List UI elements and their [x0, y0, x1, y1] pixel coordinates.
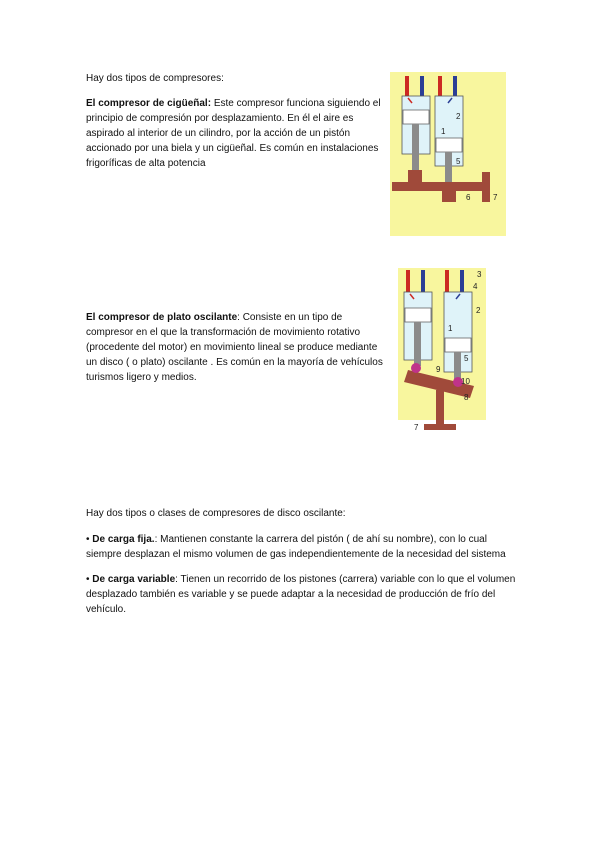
- figure2-pulley: [424, 424, 456, 430]
- figure2-valve-red-right: [445, 270, 449, 294]
- figure2-piston-left: [405, 308, 431, 322]
- plate-compressor-title: El compresor de plato oscilante: [86, 312, 238, 323]
- figure2-shaft: [436, 390, 444, 428]
- figure2-label-10: 10: [461, 377, 470, 386]
- figure2-label-4: 4: [473, 282, 478, 291]
- figure1-valve-red-right: [438, 76, 442, 98]
- bullet-variable: •: [86, 574, 90, 585]
- section3-text: [86, 506, 516, 617]
- section2-text: [86, 310, 386, 385]
- plate-compressor-paragraph: [86, 310, 386, 385]
- figure2-label-3: 3: [477, 270, 482, 279]
- section1-intro: Hay dos tipos de compresores:: [86, 73, 224, 84]
- figure1-crank-pin-right: [442, 190, 456, 202]
- swash-plate-compressor-figure: [386, 268, 499, 440]
- figure1-label-1: 1: [441, 127, 446, 136]
- figure1-label-6: 6: [466, 193, 471, 202]
- figure1-label-2: 2: [456, 112, 461, 121]
- fixed-load-title: De carga fija.: [92, 534, 155, 545]
- figure1-label-7: 7: [493, 193, 498, 202]
- figure2-label-2: 2: [476, 306, 481, 315]
- bullet-fixed: •: [86, 534, 90, 545]
- figure2-rod-right: [454, 352, 461, 380]
- figure1-crank-pin-left: [408, 170, 422, 184]
- figure1-piston-left: [403, 110, 429, 124]
- fixed-load-paragraph: [86, 532, 516, 562]
- figure2-valve-red-left: [406, 270, 410, 294]
- variable-load-paragraph: [86, 572, 516, 617]
- figure2-valve-blue-left: [421, 270, 425, 294]
- figure2-valve-blue-right: [460, 270, 464, 294]
- plate-compressor-description: : Consiste en un tipo de compresor en el que la transformación de movimiento rotativo (procedente del motor) en movimiento lineal se produce mediante un disco ( o plato) oscilante . Es común en la mayoría de vehículos turismos ligero y medios.: [86, 312, 383, 383]
- figure2-label-9: 9: [436, 365, 441, 374]
- fixed-load-description: : Mantienen constante la carrera del pistón ( de ahí su nombre), con lo cual siempre desplazan el mismo volumen de gas independientemente de la necesidad del sistema: [86, 534, 506, 560]
- figure1-valve-blue-right: [453, 76, 457, 98]
- figure2-label-5: 5: [464, 354, 469, 363]
- figure2-shoe-left: [411, 363, 421, 373]
- crankshaft-compressor-figure: [390, 72, 506, 236]
- crank-compressor-title: El compresor de cigüeñal:: [86, 98, 212, 109]
- figure2-label-1: 1: [448, 324, 453, 333]
- crank-compressor-description: Este compresor funciona siguiendo el principio de compresión por desplazamiento. En él el aire es aspirado al interior de un cilindro, por la acción de un pistón accionado por una biela y un cigüeñal. Es común en instalaciones frigoríficas de alta potencia: [86, 98, 381, 169]
- figure2-label-7: 7: [414, 423, 419, 432]
- figure1-pulley: [482, 172, 490, 202]
- figure1-crankshaft: [392, 182, 488, 191]
- figure2-piston-right: [445, 338, 471, 352]
- crank-compressor-paragraph: [86, 96, 386, 171]
- section3-intro: Hay dos tipos o clases de compresores de disco oscilante:: [86, 508, 346, 519]
- figure2-label-8: 8: [464, 393, 469, 402]
- figure1-rod-left: [412, 124, 419, 172]
- section1-text: [86, 71, 386, 171]
- figure2-rod-left: [414, 322, 421, 366]
- figure1-piston-right: [436, 138, 462, 152]
- figure1-valve-red-left: [405, 76, 409, 98]
- variable-load-title: De carga variable: [92, 574, 176, 585]
- variable-load-description: : Tienen un recorrido de los pistones (carrera) variable con lo que el volumen desplazado también es variable y se puede adaptar a la necesidad de producción de frío del vehículo.: [86, 574, 516, 615]
- figure1-valve-blue-left: [420, 76, 424, 98]
- figure1-label-5: 5: [456, 157, 461, 166]
